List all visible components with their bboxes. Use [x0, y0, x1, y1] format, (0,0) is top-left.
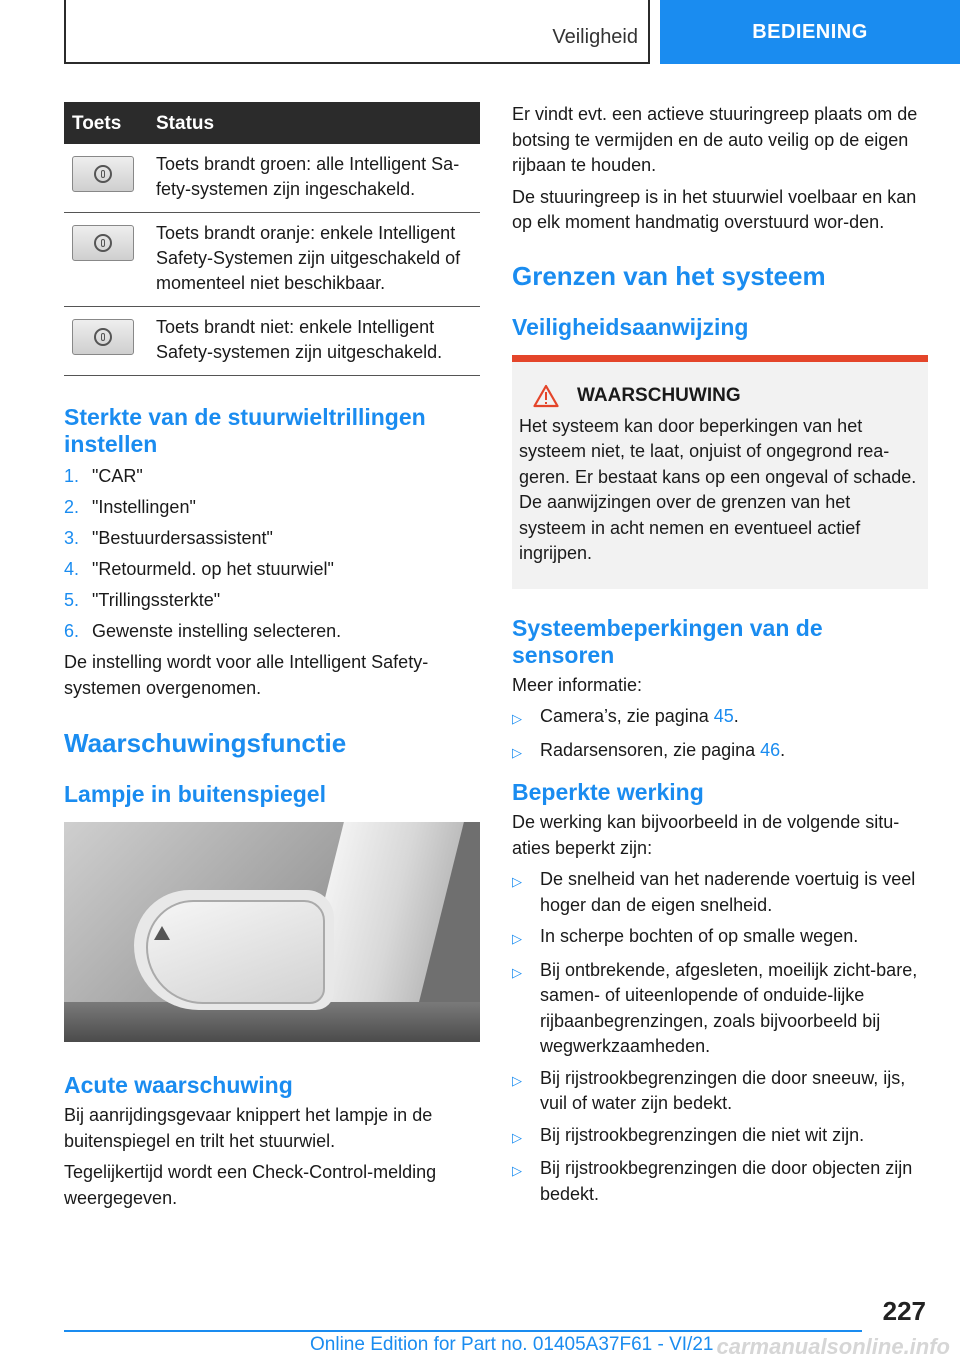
header-chapter-tab[interactable]: BEDIENING [660, 0, 960, 64]
header-section-title: Veiligheid [552, 26, 638, 48]
bullet-triangle-icon: ▷ [512, 711, 522, 726]
list-item: 5. "Trillingssterkte" [64, 590, 221, 610]
warning-bar [512, 355, 928, 362]
right-column [512, 102, 928, 1213]
warning-title: WAARSCHUWING [577, 384, 741, 406]
sensor-limits-heading: Systeembeperkingen van de sensoren [512, 614, 823, 668]
limited-operation-list [512, 867, 928, 1207]
bullet-triangle-icon: ▷ [512, 874, 522, 889]
bullet-triangle-icon: ▷ [512, 744, 522, 760]
list-item: ▷ Bij ontbrekende, afgesleten, moeilijk zicht-bare, samen- of uiteenlopende of onduide-lijke rijbaanbegrenzingen, zoals bijvoorbeeld bij wegwerkzaamheden. [512, 958, 928, 1060]
bullet-triangle-icon: ▷ [512, 1129, 522, 1145]
sensor-list [512, 704, 928, 765]
footer-edition: Online Edition for Part no. 01405A37F61 - VI/21 [310, 1334, 714, 1355]
list-item: 4. "Retourmeld. op het stuurwiel" [64, 559, 334, 579]
list-item: ▷ Bij rijstrookbegrenzingen die door objecten zijn bedekt. [512, 1156, 928, 1207]
intelligent-safety-button-icon [72, 319, 134, 355]
table-cell-status: Toets brandt niet: enkele Intelligent Safety-systemen zijn uitgeschakeld. [148, 307, 480, 376]
header-right-rule [648, 0, 650, 64]
table-cell-status: Toets brandt oranje: enkele Intelligent Safety-Systemen zijn uitgeschakeld of momenteel niet beschikbaar. [148, 213, 480, 307]
list-item: 1. "CAR" [64, 466, 143, 486]
table-header-key: Toets [64, 102, 148, 144]
warning-text: Het systeem kan door beperkingen van het systeem niet, te laat, onjuist of ongegrond rea-geren. Er bestaat kans op een ongeval of schade. De aanwijzingen over de grenzen van het systeem in acht nemen en eventueel actief ingrijpen. [519, 415, 917, 563]
header-bottom-rule [64, 62, 650, 64]
page-number: 227 [882, 1296, 926, 1326]
more-info-label: Meer informatie: [512, 674, 643, 695]
acute-warning-heading: Acute waarschuwing [64, 1072, 293, 1098]
limited-operation-heading: Beperkte werking [512, 779, 704, 805]
bullet-triangle-icon: ▷ [512, 964, 522, 980]
acute-warning-text: Bij aanrijdingsgevaar knippert het lampje in de buitenspiegel en trilt het stuurwiel. [64, 1105, 433, 1151]
steering-override-text: De stuuringreep is in het stuurwiel voelbaar en kan op elk moment handmatig overstuurd wor-den. [512, 186, 917, 232]
mirror-warning-lamp-icon [154, 926, 170, 940]
list-item: 3. "Bestuurdersassistent" [64, 528, 273, 548]
limits-heading: Grenzen van het systeem [512, 260, 826, 291]
bullet-triangle-icon: ▷ [512, 1163, 522, 1178]
table-row [64, 213, 480, 307]
table-cell-status: Toets brandt groen: alle Intelligent Sa-fety-systemen zijn ingeschakeld. [148, 144, 480, 213]
vibration-note: De instelling wordt voor alle Intelligent Safety-systemen overgenomen. [64, 652, 429, 698]
status-table [64, 102, 480, 376]
intelligent-safety-button-icon [72, 156, 134, 192]
vibration-heading: Sterkte van de stuurwieltrillingen instellen [64, 404, 426, 457]
list-item: ▷ De snelheid van het naderende voertuig is veel hoger dan de eigen snelheid. [512, 867, 928, 918]
table-row [64, 144, 480, 213]
list-item: 2. "Instellingen" [64, 497, 196, 517]
watermark: carmanualsonline.info [716, 1334, 950, 1359]
list-item: 6. Gewenste instelling selecteren. [64, 621, 342, 641]
header-left-rule [64, 0, 66, 64]
intelligent-safety-button-icon [72, 225, 134, 261]
table-row [64, 307, 480, 376]
safety-note-heading: Veiligheidsaanwijzing [512, 313, 749, 340]
limited-operation-intro: De werking kan bijvoorbeeld in de volgende situ-aties beperkt zijn: [512, 812, 900, 858]
list-item: ▷ Camera’s, zie pagina 45. [512, 704, 928, 732]
vibration-steps [64, 464, 480, 644]
warning-function-heading: Waarschuwingsfunctie [64, 728, 347, 758]
steering-intervention-text: Er vindt evt. een actieve stuuringreep plaats om de botsing te vermijden en de auto veilig op de eigen rijbaan te houden. [512, 104, 918, 175]
warning-box [512, 355, 928, 589]
list-item: ▷ Radarsensoren, zie pagina 46. [512, 738, 928, 766]
bullet-triangle-icon: ▷ [512, 1072, 522, 1088]
page-link-45[interactable]: 45 [713, 706, 734, 726]
list-item: ▷ Bij rijstrookbegrenzingen die niet wit zijn. [512, 1123, 928, 1151]
warning-triangle-icon [533, 384, 559, 408]
bullet-triangle-icon: ▷ [512, 931, 522, 946]
mirror-lamp-heading: Lampje in buitenspiegel [64, 781, 326, 807]
table-header-status: Status [148, 102, 480, 144]
page-link-46[interactable]: 46 [760, 739, 781, 760]
side-mirror-image [64, 822, 480, 1042]
list-item: ▷ Bij rijstrookbegrenzingen die door sneeuw, ijs, vuil of water zijn bedekt. [512, 1066, 928, 1117]
footer-rule [64, 1330, 862, 1332]
check-control-text: Tegelijkertijd wordt een Check-Control-melding weergegeven. [64, 1162, 437, 1208]
list-item: ▷ In scherpe bochten of op smalle wegen. [512, 924, 928, 952]
left-column [64, 102, 480, 1211]
